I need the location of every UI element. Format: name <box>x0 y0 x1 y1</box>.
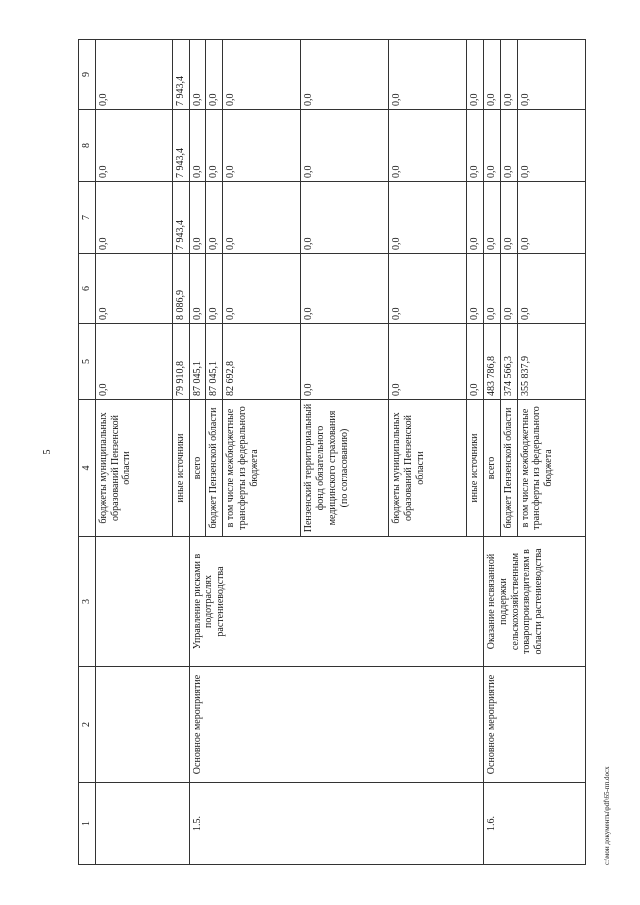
funding-source: бюджет Пензенской области <box>206 400 223 537</box>
value-cell: 0,0 <box>301 182 389 254</box>
footer-file-path: c:\мои документы\pdf\65-пп.docx <box>603 766 611 865</box>
value-cell: 0,0 <box>517 110 585 182</box>
value-cell: 0,0 <box>189 110 206 182</box>
value-cell: 374 566,3 <box>500 324 517 400</box>
funding-source: в том числе межбюджетные трансферты из федерального бюджета <box>517 400 585 537</box>
value-cell: 0,0 <box>301 324 389 400</box>
item-type: Основное мероприятие <box>483 667 585 783</box>
funding-source: бюджеты муниципальных образований Пензенской области <box>95 400 172 537</box>
value-cell: 0,0 <box>483 110 500 182</box>
value-cell: 82 692,8 <box>223 324 301 400</box>
value-cell: 0,0 <box>206 254 223 324</box>
table-row <box>189 40 206 865</box>
value-cell: 0,0 <box>483 40 500 110</box>
value-cell: 0,0 <box>95 182 172 254</box>
empty-cell <box>95 537 189 667</box>
value-cell: 8 086,9 <box>172 254 189 324</box>
value-cell: 0,0 <box>301 110 389 182</box>
value-cell: 0,0 <box>206 182 223 254</box>
page-number: 5 <box>42 449 53 455</box>
value-cell: 0,0 <box>467 110 484 182</box>
budget-table <box>78 39 586 865</box>
value-cell: 0,0 <box>483 254 500 324</box>
funding-source: бюджеты муниципальных образований Пензенской области <box>389 400 467 537</box>
funding-source: иные источники <box>172 400 189 537</box>
column-number: 9 <box>79 40 96 110</box>
item-number: 1.5. <box>189 783 483 865</box>
value-cell: 0,0 <box>389 254 467 324</box>
table-row <box>483 40 500 865</box>
value-cell: 87 045,1 <box>189 324 206 400</box>
value-cell: 0,0 <box>467 324 484 400</box>
column-number: 1 <box>79 783 96 865</box>
value-cell: 0,0 <box>223 182 301 254</box>
value-cell: 0,0 <box>467 182 484 254</box>
item-name: Оказание несвязанной поддержки сельскохозяйственным товаропроизводителям в области растениеводства <box>483 537 585 667</box>
value-cell: 0,0 <box>467 254 484 324</box>
column-number: 3 <box>79 537 96 667</box>
value-cell: 0,0 <box>206 40 223 110</box>
value-cell: 7 943,4 <box>172 40 189 110</box>
value-cell: 0,0 <box>517 182 585 254</box>
item-name: Управление рисками в подотраслях растениеводства <box>189 537 483 667</box>
value-cell: 483 786,8 <box>483 324 500 400</box>
value-cell: 0,0 <box>301 40 389 110</box>
value-cell: 0,0 <box>500 182 517 254</box>
funding-source: Пензенский территориальный фонд обязательного медицинского страхования (по согласованию) <box>301 400 389 537</box>
value-cell: 0,0 <box>500 254 517 324</box>
value-cell: 0,0 <box>483 182 500 254</box>
value-cell: 355 837,9 <box>517 324 585 400</box>
value-cell: 0,0 <box>389 182 467 254</box>
value-cell: 0,0 <box>206 110 223 182</box>
funding-source: иные источники <box>467 400 484 537</box>
value-cell: 0,0 <box>189 40 206 110</box>
funding-source: всего <box>189 400 206 537</box>
value-cell: 0,0 <box>389 40 467 110</box>
column-number: 2 <box>79 667 96 783</box>
item-type: Основное мероприятие <box>189 667 483 783</box>
column-number: 6 <box>79 254 96 324</box>
value-cell: 0,0 <box>223 40 301 110</box>
value-cell: 0,0 <box>189 182 206 254</box>
value-cell: 7 943,4 <box>172 110 189 182</box>
value-cell: 0,0 <box>223 254 301 324</box>
column-number: 4 <box>79 400 96 537</box>
value-cell: 87 045,1 <box>206 324 223 400</box>
column-number-row <box>79 40 96 865</box>
value-cell: 0,0 <box>389 324 467 400</box>
value-cell: 0,0 <box>95 254 172 324</box>
funding-source: всего <box>483 400 500 537</box>
value-cell: 0,0 <box>301 254 389 324</box>
empty-cell <box>95 667 189 783</box>
column-number: 5 <box>79 324 96 400</box>
value-cell: 0,0 <box>95 110 172 182</box>
value-cell: 0,0 <box>517 40 585 110</box>
value-cell: 0,0 <box>95 324 172 400</box>
value-cell: 7 943,4 <box>172 182 189 254</box>
column-number: 7 <box>79 182 96 254</box>
item-number: 1.6. <box>483 783 585 865</box>
value-cell: 79 910,8 <box>172 324 189 400</box>
value-cell: 0,0 <box>500 110 517 182</box>
column-number: 8 <box>79 110 96 182</box>
funding-source: бюджет Пензенской области <box>500 400 517 537</box>
table-row <box>95 40 172 865</box>
value-cell: 0,0 <box>223 110 301 182</box>
value-cell: 0,0 <box>467 40 484 110</box>
value-cell: 0,0 <box>389 110 467 182</box>
funding-source: в том числе межбюджетные трансферты из федерального бюджета <box>223 400 301 537</box>
value-cell: 0,0 <box>95 40 172 110</box>
value-cell: 0,0 <box>500 40 517 110</box>
value-cell: 0,0 <box>189 254 206 324</box>
empty-cell <box>95 783 189 865</box>
value-cell: 0,0 <box>517 254 585 324</box>
